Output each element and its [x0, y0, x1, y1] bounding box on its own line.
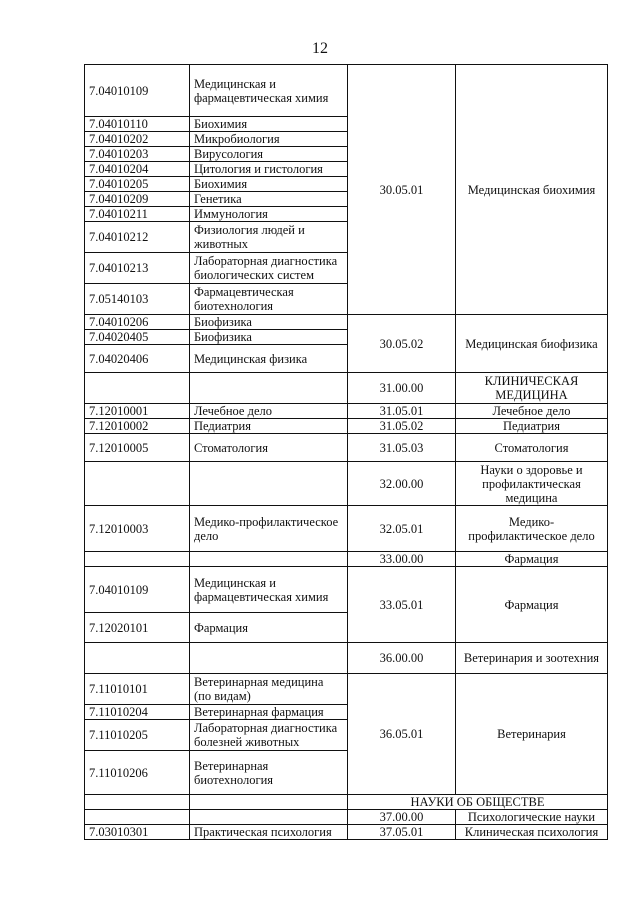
old-code-cell: 7.04010204: [85, 162, 190, 177]
old-code-cell: 7.11010206: [85, 751, 190, 795]
table-row: [85, 419, 608, 434]
table-row: [85, 567, 608, 613]
old-code-cell: 7.04010109: [85, 567, 190, 613]
table-row: [85, 795, 608, 810]
table-row: [85, 373, 608, 404]
new-specialty-name-cell: Фармация: [456, 552, 608, 567]
new-specialty-name-cell: Ветеринария: [456, 674, 608, 795]
section-heading-cell: НАУКИ ОБ ОБЩЕСТВЕ: [348, 795, 608, 810]
table-row: [85, 643, 608, 674]
old-specialty-name-cell: [190, 373, 348, 404]
table-row: [85, 810, 608, 825]
table-body: [85, 65, 608, 840]
old-code-cell: 7.12010003: [85, 506, 190, 552]
old-code-cell: 7.11010101: [85, 674, 190, 705]
new-code-cell: 32.00.00: [348, 462, 456, 506]
old-code-cell: 7.12010002: [85, 419, 190, 434]
old-specialty-name-cell: Биохимия: [190, 117, 348, 132]
old-code-cell: 7.04010213: [85, 253, 190, 284]
table-row: [85, 65, 608, 117]
old-code-cell: 7.12020101: [85, 613, 190, 643]
old-specialty-name-cell: Биофизика: [190, 315, 348, 330]
table-row: [85, 506, 608, 552]
old-code-cell: 7.04010203: [85, 147, 190, 162]
new-specialty-name-cell: Медико-профилактическое дело: [456, 506, 608, 552]
new-specialty-name-cell: Медицинская биофизика: [456, 315, 608, 373]
old-specialty-name-cell: Ветеринарная фармация: [190, 705, 348, 720]
old-code-cell: 7.04020406: [85, 345, 190, 373]
new-specialty-name-cell: Клиническая психология: [456, 825, 608, 840]
new-specialty-name-cell: Науки о здоровье и профилактическая медицина: [456, 462, 608, 506]
new-specialty-name-cell: Ветеринария и зоотехния: [456, 643, 608, 674]
old-specialty-name-cell: Фармацевтическая биотехнология: [190, 284, 348, 315]
old-code-cell: [85, 552, 190, 567]
new-code-cell: 37.00.00: [348, 810, 456, 825]
old-specialty-name-cell: [190, 643, 348, 674]
old-specialty-name-cell: [190, 810, 348, 825]
old-specialty-name-cell: Биофизика: [190, 330, 348, 345]
old-specialty-name-cell: [190, 552, 348, 567]
new-specialty-name-cell: КЛИНИЧЕСКАЯ МЕДИЦИНА: [456, 373, 608, 404]
new-code-cell: 32.05.01: [348, 506, 456, 552]
old-code-cell: 7.12010001: [85, 404, 190, 419]
new-code-cell: 31.00.00: [348, 373, 456, 404]
old-specialty-name-cell: Вирусология: [190, 147, 348, 162]
old-specialty-name-cell: Фармация: [190, 613, 348, 643]
new-code-cell: 31.05.03: [348, 434, 456, 462]
new-specialty-name-cell: Педиатрия: [456, 419, 608, 434]
old-specialty-name-cell: Микробиология: [190, 132, 348, 147]
new-code-cell: 30.05.01: [348, 65, 456, 315]
old-code-cell: 7.12010005: [85, 434, 190, 462]
specialty-correspondence-table: [84, 64, 608, 840]
old-specialty-name-cell: Медико-профилактическое дело: [190, 506, 348, 552]
old-code-cell: 7.04010109: [85, 65, 190, 117]
old-code-cell: 7.04010212: [85, 222, 190, 253]
old-specialty-name-cell: Иммунология: [190, 207, 348, 222]
table-row: [85, 552, 608, 567]
new-code-cell: 36.05.01: [348, 674, 456, 795]
old-specialty-name-cell: Физиология людей и животных: [190, 222, 348, 253]
old-specialty-name-cell: Медицинская и фармацевтическая химия: [190, 65, 348, 117]
old-code-cell: [85, 795, 190, 810]
old-specialty-name-cell: Медицинская и фармацевтическая химия: [190, 567, 348, 613]
old-specialty-name-cell: Цитология и гистология: [190, 162, 348, 177]
old-code-cell: 7.04010110: [85, 117, 190, 132]
new-code-cell: 30.05.02: [348, 315, 456, 373]
table-row: [85, 674, 608, 705]
old-code-cell: 7.04010209: [85, 192, 190, 207]
old-specialty-name-cell: Биохимия: [190, 177, 348, 192]
old-code-cell: 7.11010205: [85, 720, 190, 751]
old-code-cell: 7.03010301: [85, 825, 190, 840]
old-code-cell: 7.04010205: [85, 177, 190, 192]
old-specialty-name-cell: Медицинская физика: [190, 345, 348, 373]
old-specialty-name-cell: Лабораторная диагностика болезней животных: [190, 720, 348, 751]
old-specialty-name-cell: Генетика: [190, 192, 348, 207]
old-code-cell: 7.04020405: [85, 330, 190, 345]
page-number: 12: [312, 40, 328, 57]
old-code-cell: [85, 643, 190, 674]
old-code-cell: 7.04010206: [85, 315, 190, 330]
old-code-cell: 7.04010211: [85, 207, 190, 222]
new-specialty-name-cell: Медицинская биохимия: [456, 65, 608, 315]
table-row: [85, 462, 608, 506]
new-code-cell: 37.05.01: [348, 825, 456, 840]
old-code-cell: 7.05140103: [85, 284, 190, 315]
table-row: [85, 825, 608, 840]
old-code-cell: 7.11010204: [85, 705, 190, 720]
old-code-cell: 7.04010202: [85, 132, 190, 147]
old-code-cell: [85, 373, 190, 404]
old-code-cell: [85, 462, 190, 506]
new-code-cell: 31.05.01: [348, 404, 456, 419]
old-specialty-name-cell: Ветеринарная биотехнология: [190, 751, 348, 795]
old-specialty-name-cell: Педиатрия: [190, 419, 348, 434]
new-code-cell: 33.00.00: [348, 552, 456, 567]
old-specialty-name-cell: [190, 462, 348, 506]
table-row: [85, 434, 608, 462]
old-specialty-name-cell: Лечебное дело: [190, 404, 348, 419]
old-specialty-name-cell: Стоматология: [190, 434, 348, 462]
old-specialty-name-cell: Практическая психология: [190, 825, 348, 840]
new-code-cell: 36.00.00: [348, 643, 456, 674]
new-specialty-name-cell: Фармация: [456, 567, 608, 643]
new-specialty-name-cell: Лечебное дело: [456, 404, 608, 419]
old-specialty-name-cell: [190, 795, 348, 810]
new-code-cell: 31.05.02: [348, 419, 456, 434]
new-specialty-name-cell: Стоматология: [456, 434, 608, 462]
new-code-cell: 33.05.01: [348, 567, 456, 643]
old-code-cell: [85, 810, 190, 825]
table-row: [85, 404, 608, 419]
old-specialty-name-cell: Ветеринарная медицина (по видам): [190, 674, 348, 705]
old-specialty-name-cell: Лабораторная диагностика биологических систем: [190, 253, 348, 284]
new-specialty-name-cell: Психологические науки: [456, 810, 608, 825]
table-row: [85, 315, 608, 330]
